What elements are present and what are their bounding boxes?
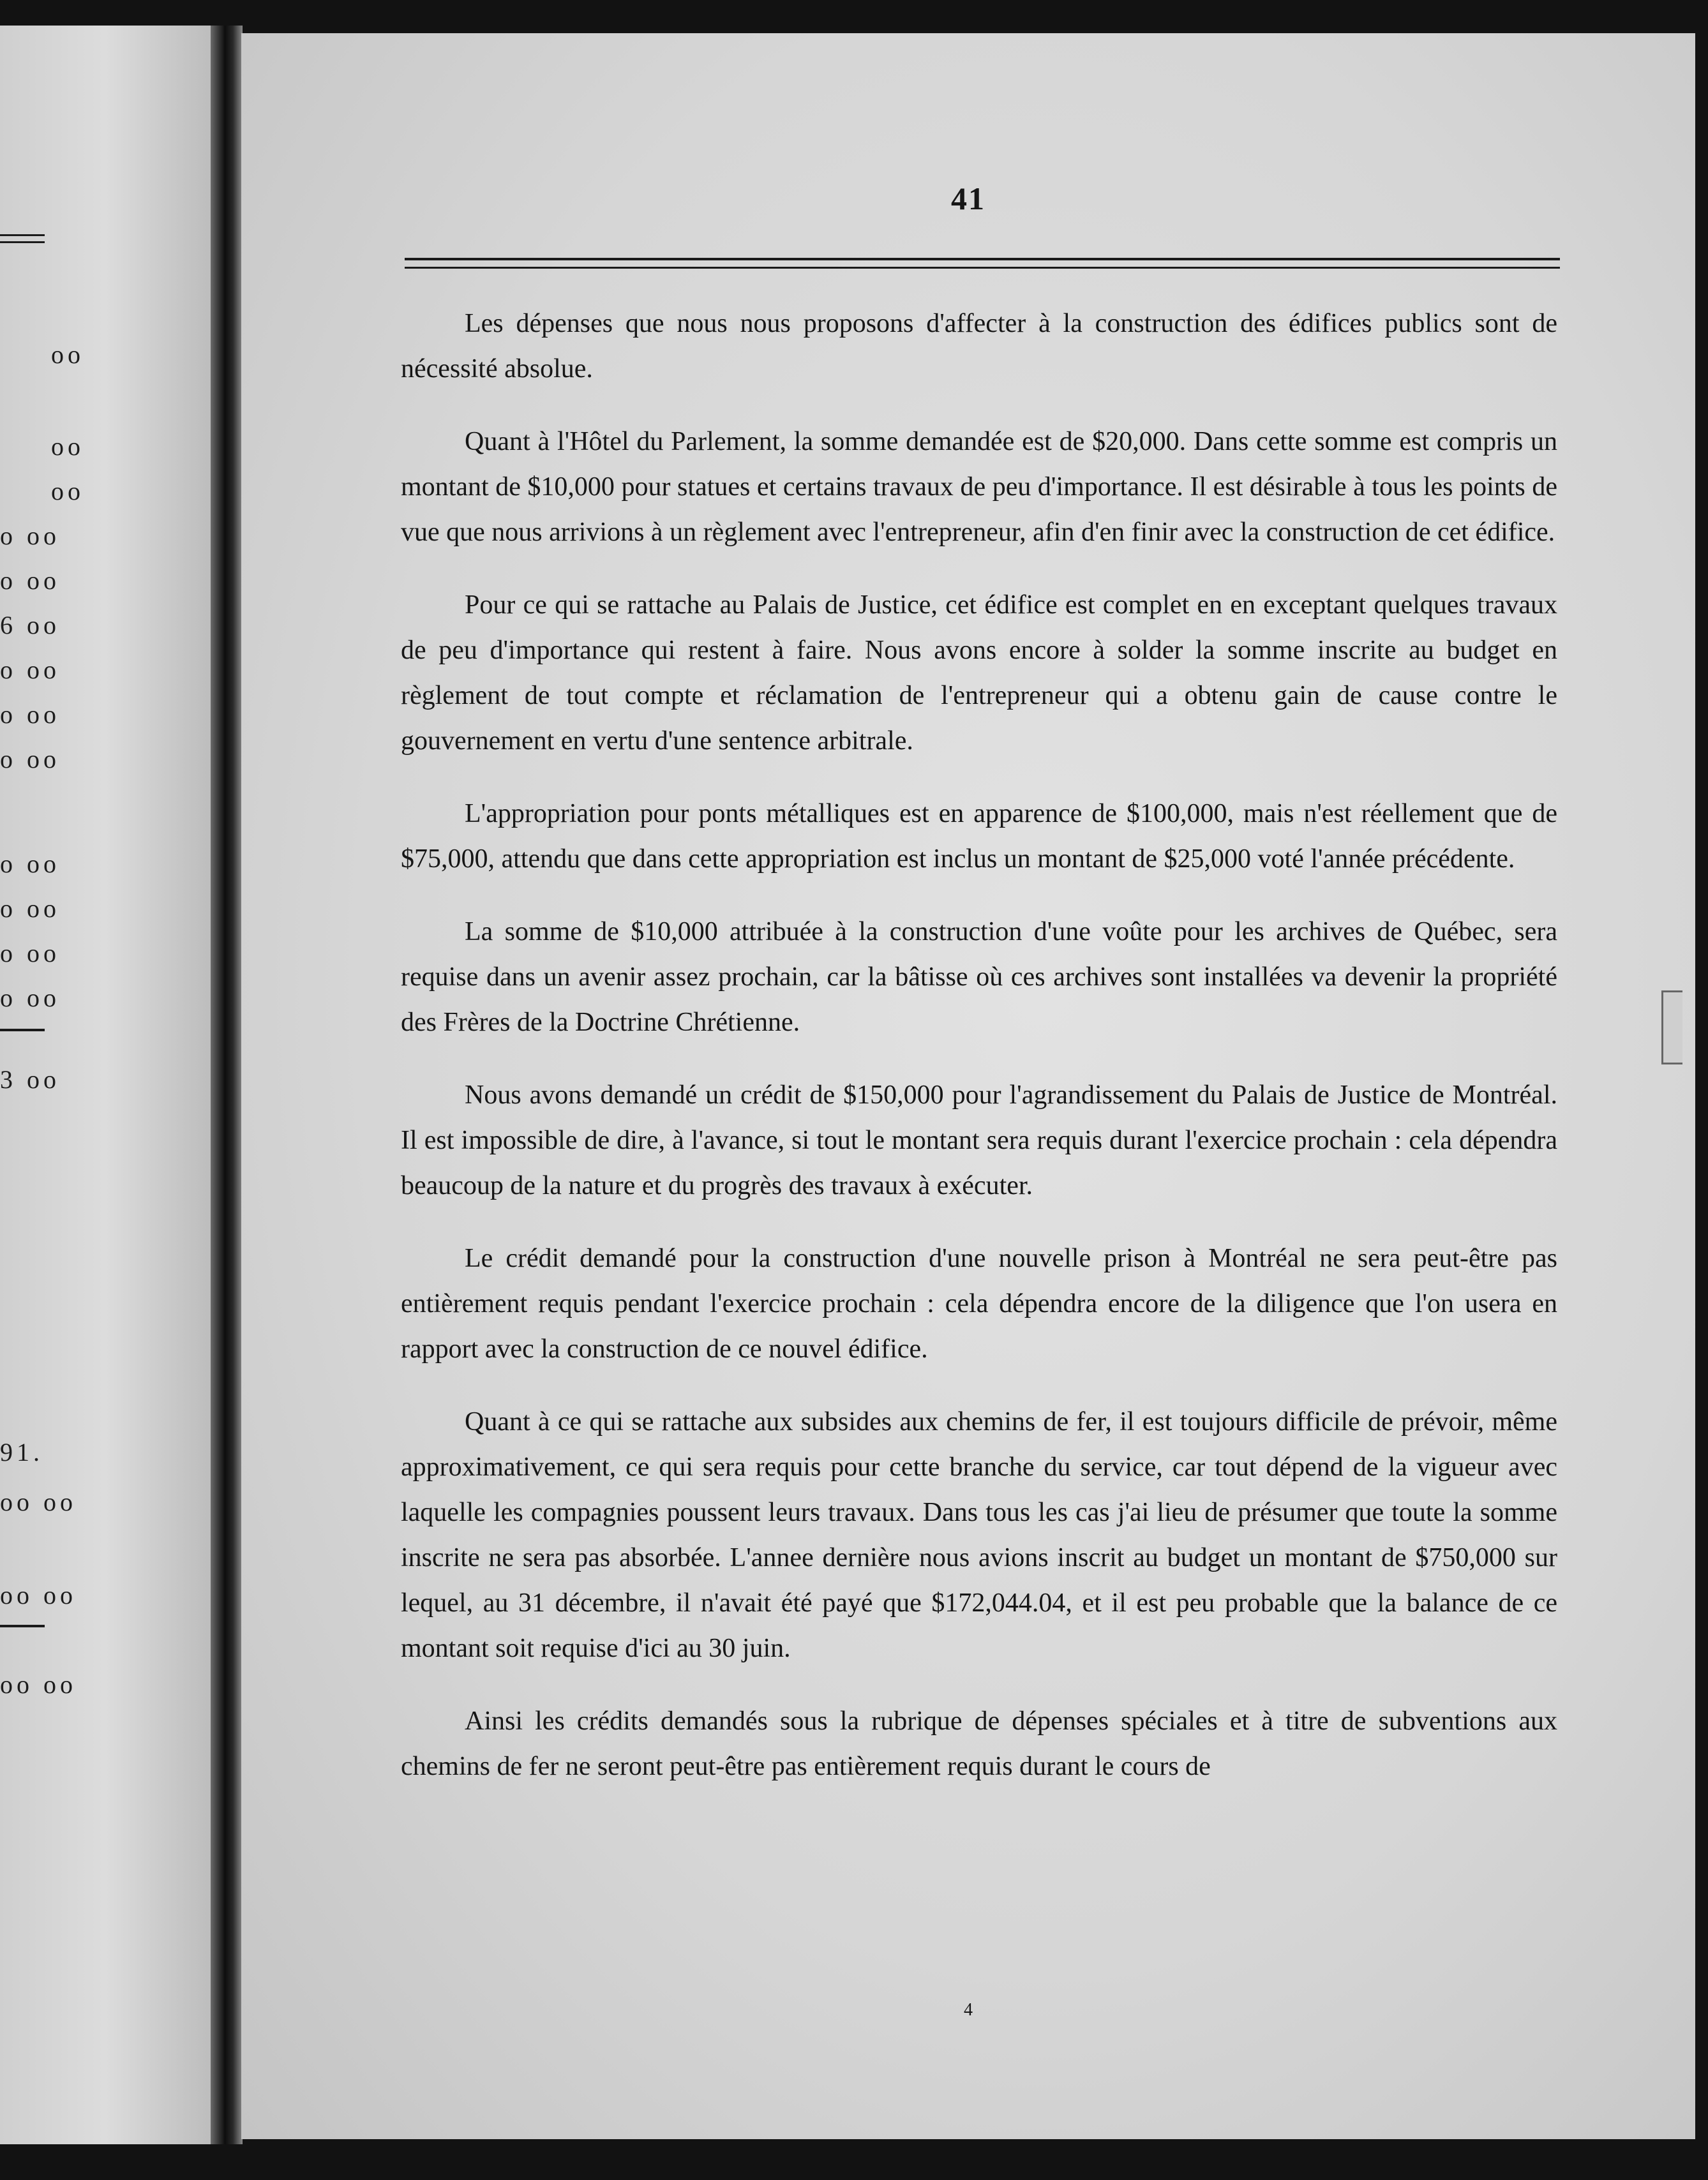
paragraph: Ainsi les crédits demandés sous la rubrique de dépenses spéciales et à titre de subventions aux chemins de fer ne seront peut-être pas entièrement requis durant le cours de <box>401 1706 1557 1781</box>
left-value: oo <box>51 340 84 369</box>
left-value: o oo <box>0 745 60 773</box>
paragraph: Les dépenses que nous nous proposons d'affecter à la construction des édifices publics sont de nécessité absolue. <box>401 309 1557 384</box>
left-value: 3 oo <box>0 1065 60 1094</box>
document-page <box>241 33 1695 2139</box>
left-page-rule <box>0 1625 45 1627</box>
left-value: oo oo <box>0 1670 77 1699</box>
left-value: o oo <box>0 983 60 1012</box>
left-value: o oo <box>0 939 60 967</box>
left-page-rule <box>0 234 45 243</box>
left-value: o oo <box>0 894 60 923</box>
left-value: oo <box>51 477 84 505</box>
page-number: 41 <box>951 181 985 216</box>
header-rule <box>405 258 1560 269</box>
signature-mark: 4 <box>964 2000 973 2020</box>
left-page-rule <box>0 1029 45 1031</box>
left-value: 6 oo <box>0 611 60 639</box>
paragraph: Quant à l'Hôtel du Parlement, la somme demandée est de $20,000. Dans cette somme est compris un montant de $10,000 pour statues et certains travaux de peu d'importance. Il est désirable à tous les points de vue que nous arrivions à un règlement avec l'entrepreneur, afin d'en finir avec la construction de cet édifice. <box>401 427 1557 547</box>
paragraph: Nous avons demandé un crédit de $150,000 pour l'agrandissement du Palais de Justice de Montréal. Il est impossible de dire, à l'avance, si tout le montant sera requis durant l'exercice prochain : cela dépendra beaucoup de la nature et du progrès des travaux à exécuter. <box>401 1080 1557 1200</box>
paragraph: Pour ce qui se rattache au Palais de Justice, cet édifice est complet en en exceptant quelques travaux de peu d'importance qui restent à faire. Nous avons encore à solder la somme inscrite au budget en règlement de tout compte et réclamation de l'entrepreneur qui a obtenu gain de cause contre le gouvernement en vertu d'une sentence arbitrale. <box>401 590 1557 756</box>
left-value: oo oo <box>0 1581 77 1609</box>
paragraph: L'appropriation pour ponts métalliques est en apparence de $100,000, mais n'est réellement que de $75,000, attendu que dans cette appropriation est inclus un montant de $25,000 voté l'année précédente. <box>401 799 1557 874</box>
left-value: 91. <box>0 1438 43 1467</box>
left-value: o oo <box>0 700 60 729</box>
left-value: o oo <box>0 849 60 878</box>
left-value: o oo <box>0 521 60 550</box>
paragraph: Le crédit demandé pour la construction d'une nouvelle prison à Montréal ne sera peut-être pas entièrement requis pendant l'exercice prochain : cela dépendra encore de la diligence que l'on usera en rapport avec la construction de ce nouvel édifice. <box>401 1244 1557 1364</box>
body-text <box>401 301 1557 1817</box>
left-page-fragment <box>0 26 211 2144</box>
left-value: oo oo <box>0 1488 77 1516</box>
left-value: o oo <box>0 655 60 684</box>
book-gutter <box>211 26 243 2144</box>
page-edge-tab <box>1661 990 1682 1064</box>
left-value: oo <box>51 432 84 461</box>
paragraph: Quant à ce qui se rattache aux subsides aux chemins de fer, il est toujours difficile de prévoir, même approximativement, ce qui sera requis pour cette branche du service, car tout dépend de la vigueur avec laquelle les compagnies poussent leurs travaux. Dans tous les cas j'ai lieu de présumer que toute la somme inscrite ne sera pas absorbée. L'annee dernière nous avions inscrit au budget un montant de $750,000 sur lequel, au 31 décembre, il n'avait été payé que $172,044.04, et il est peu probable que la balance de ce montant soit requise d'ici au 30 juin. <box>401 1407 1557 1663</box>
left-value: o oo <box>0 566 60 595</box>
paragraph: La somme de $10,000 attribuée à la construction d'une voûte pour les archives de Québec, sera requise dans un avenir assez prochain, car la bâtisse où ces archives sont installées va devenir la propriété des Frères de la Doctrine Chrétienne. <box>401 917 1557 1037</box>
